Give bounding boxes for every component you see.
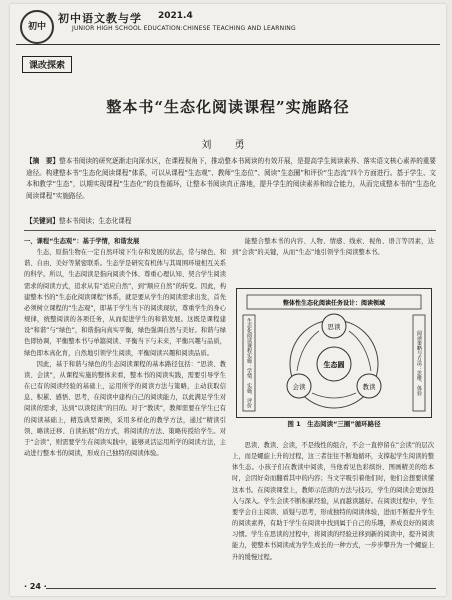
abstract-label: 【摘 要】 [26, 157, 60, 165]
side-right-label: 阅读策略与方法：思维、体验 [416, 330, 422, 396]
keywords-text: 整本书阅读；生态化课程 [58, 217, 132, 225]
arrow-top-right [349, 331, 371, 371]
issue-number: 2021.4 [158, 11, 193, 21]
body-paragraph: 因此，基于和谐与绿色的生态阅读课程的基本路径包括：“思读、教读、会读”，从课程实施的整体来看，整本书的阅读实践，需要引导学生在已有的阅读经验的基础上，运用所学的阅读方法与策略，主动获取信息、积累、感悟、思考，在阅读中建构自己的阅读能力，以此满足学生对阅读的需求，达到“以读促读”的目的。对于“教读”，教师需要在学生已有的阅读基础上，精选典型课例，采用多样化的教学方法，通过“精读引领、略读迁移、自读拓展”的方式，将阅读的方法、策略传授给学生。对于“会读”，则需要学生在阅读实践中，能够灵活运用所学的阅读方法，主动进行整本书的阅读，形成自己独特的阅读体验。 [24, 360, 226, 457]
body-column-right-bottom [232, 440, 434, 580]
journal-page [10, 4, 446, 596]
arrow-left-top [297, 331, 319, 371]
node-right-label: 教读 [362, 383, 376, 391]
page-number: · 24 · [24, 582, 47, 591]
body-paragraph: 思读、教读、会读，不是线性的组合，不会一直停留在“会读”的层次上，而是螺旋上升的过程，这三者往往不断地循环，支撑起学生阅读的整体生态。小孩子们在教读中阅读，当他看见色彩缤纷、图画精美的绘本时，会因好奇而翻看其中的内容；当文字吸引着他们时，他们会想要读懂这本书。在阅读课堂上，教师示范读的方法与技巧，学生的阅读会更加投入与深入。学生会读不断积累经验，从而越读越好。在阅读过程中，学生要学会自主阅读、质疑与思考，形成独特的阅读体验，进而不断提升学生的阅读素养，有助于学生在阅读中找到属于自己的乐趣，养成良好的阅读习惯。学生在思读的过程中，将阅读的经验迁移到新的阅读中，提升阅读能力，使整本书阅读成为学生成长的一种方式，一步步攀升为一个螺旋上升的缓慢过程。 [232, 442, 434, 561]
magazine-title: 初中语文教与学 [58, 12, 142, 25]
magazine-english-title: JUNIOR HIGH SCHOOL EDUCATION:CHINESE TEACHING AND LEARNING [72, 25, 296, 32]
section-tag: 课改探索 [22, 56, 72, 73]
section-heading: 一、课程“生态观”：基于学情，和谐发展 [24, 238, 140, 245]
node-left-label: 会读 [292, 383, 306, 391]
top-label: 整体性生态化阅读任务设计：阅读领域 [282, 300, 386, 307]
body-paragraph: 能整合整本书的内容、人物、情感、线索、视角、语言等因素，达到“会读”的关键，从而“生态”地引领学生阅读整本书。 [232, 238, 434, 257]
cycle-diagram [237, 289, 431, 417]
article-title: 整本书“生态化阅读课程”实施路径 [106, 98, 350, 116]
abstract-text: 整本书阅读的研究逐渐走向深水区，在课程视角下，推动整本书阅读的有效开展，是提高学生阅读素养、落实语文核心素养的重要途径。构建整本书“生态化阅读课程”体系，可以从课程“生态观”、教师“生态位”、阅读“生态圈”和评价“生态流”四个方面进行。基于学生、文本和教学“生态”，以期实现课程“生态化”的良性循环，让整本书阅读真正落地，提升学生的阅读素养和综合能力，从而完成整本书的“生态化阅读课程”实施路径。 [26, 157, 437, 200]
side-left-label: 生态化阅读课程实施：学情、实施、评价 [246, 318, 252, 408]
figure-frame [236, 288, 432, 418]
figure-1 [236, 288, 432, 428]
keywords [26, 216, 436, 227]
body-paragraph: 生态，原指生物在一定自然环境下生存和发展的状态，常与绿色、和谐、自由、美好等紧密联系。生态学是研究有机体与其周围环境相互关系的科学。所以，生态阅读是指向阅读个体、尊重心理认知、契合学生阅读需求的阅读方式，追求从有“适应自然”，到“顺应自然”的转变。因此，构建整本书的“生态化阅读课程”体系，就是要从学生的阅读需求出发，首先必须树立课程的“生态观”，即基于学生当下的阅读现状，尊重学生的身心规律，统整阅读的各项任务，从而促进学生的和谐发展。这既是课程建设“和谐”与“绿色”，和谐指向真实平衡，绿色强调自然与美好。和谐与绿色即协调，平衡整本书与单篇阅读、平衡当下与未来，平衡兴趣与品质，绿色即本真化育，自然地引领学生阅读，平衡阅读兴趣和阅读品质。 [24, 249, 226, 357]
keywords-label: 【关键词】 [26, 217, 59, 225]
body-column-left [24, 236, 226, 576]
center-label: 生态圆 [323, 361, 345, 369]
article-author: 刘 勇 [201, 140, 255, 151]
journal-logo: 初中 [20, 10, 54, 44]
abstract-rule [24, 230, 436, 231]
page-header [18, 8, 438, 42]
header-rule [16, 44, 440, 45]
figure-caption: 图 1 生态阅读“三圈”循环路径 [287, 420, 381, 428]
arrow-right-left [312, 393, 356, 398]
abstract [26, 156, 436, 202]
node-top-label: 思读 [327, 323, 341, 331]
footer-rule [46, 588, 436, 589]
body-column-right-top [232, 236, 434, 284]
